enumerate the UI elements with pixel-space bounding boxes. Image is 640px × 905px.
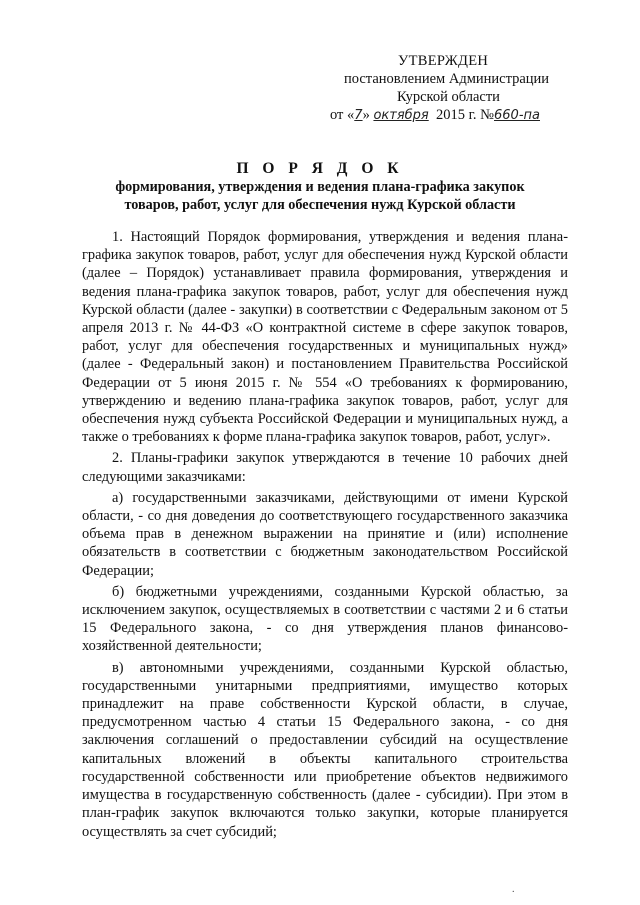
approval-date-line <box>312 106 612 125</box>
paragraph-2a: а) государственными заказчиками, действующими от имени Курской области, - со дня доведения до соответствующего государственного заказчика объема прав в денежном выражении на принятие и (или) исполнение обязательств в соответствии с бюджетным законодательством Российской Федерации; <box>82 489 568 579</box>
paragraph-2: 2. Планы-графики закупок утверждаются в течение 10 рабочих дней следующими заказчиками: <box>82 450 568 485</box>
date-month: октября <box>373 108 429 123</box>
approval-title: УТВЕРЖДЕН <box>398 53 489 69</box>
approval-line-decree: постановлением Администрации <box>344 71 550 87</box>
document-subtitle: формирования, утверждения и ведения плана-графика закупок товаров, работ, услуг для обеспечения нужд Курской области <box>115 179 525 213</box>
date-mid1: » <box>362 107 370 123</box>
document-body <box>82 228 568 844</box>
decree-number: 660-па <box>494 108 540 123</box>
approval-stamp <box>312 52 612 125</box>
paragraph-2b: б) бюджетными учреждениями, созданными Курской областью, за исключением закупок, осуществляемых в соответствии с частями 2 и 6 статьи 15 Федерального закона, - со дня утверждения планов финансово-хозяйственной деятельности; <box>82 583 568 655</box>
date-prefix: от « <box>330 107 355 123</box>
date-mid2: 2015 г. № <box>435 107 495 123</box>
date-day: 7 <box>354 108 363 123</box>
footer-mark: . <box>512 884 515 895</box>
paragraph-2v: в) автономными учреждениями, созданными Курской областью, государственными унитарными предприятиями, имущество которых принадлежит на праве собственности Курской области, в случае, предусмотренном частью 4 статьи 15 Федерального закона, - со дня заключения соглашений о предоставлении субсидий на осуществление капитальных вложений в объекты капитального строительства государственной собственности или приобретение объектов недвижимого имущества в государственную собственность (далее - субсидии). При этом в план-график закупок включаются только закупки, которые планируется осуществлять за счет субсидий; <box>82 659 568 840</box>
document-title: П О Р Я Д О К <box>236 160 404 177</box>
approval-line-region: Курской области <box>397 89 500 105</box>
paragraph-1: 1. Настоящий Порядок формирования, утверждения и ведения плана-графика закупок товаров, работ, услуг для обеспечения нужд Курской области (далее – Порядок) устанавливает правила формирования, утверждения и ведения плана-графика закупок товаров, работ, услуг для обеспечения нужд Курской области (далее - закупки) в соответствии с Федеральным законом от 5 апреля 2013 г. № 44-ФЗ «О контрактной системе в сфере закупок товаров, работ, услуг для обеспечения государственных и муниципальных нужд» (далее - Федеральный закон) и постановлением Правительства Российской Федерации от 5 июня 2015 г. № 554 «О требованиях к формированию, утверждению и ведению плана-графика закупок товаров, работ, услуг для обеспечения нужд субъекта Российской Федерации и муниципальных нужд, а также о требованиях к форме плана-графика закупок товаров, работ, услуг». <box>82 229 568 446</box>
